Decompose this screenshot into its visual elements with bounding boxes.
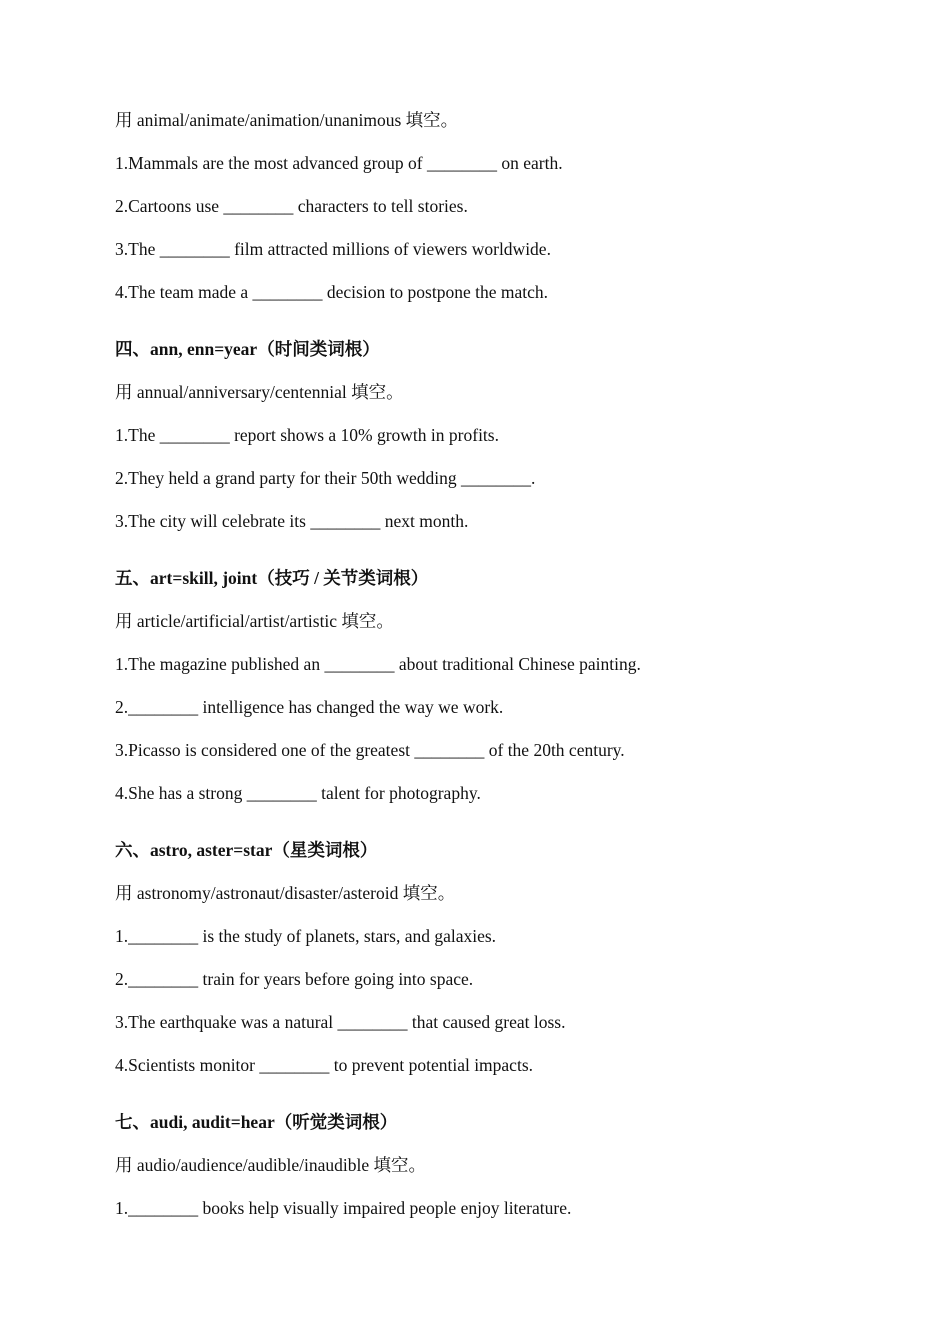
- section-heading: 四、ann, enn=year（时间类词根）: [115, 339, 380, 359]
- section-heading: 七、audi, audit=hear（听觉类词根）: [115, 1112, 398, 1132]
- exercise-item: 2.They held a grand party for their 50th wedding ________.: [115, 468, 536, 488]
- section-art: [115, 566, 835, 824]
- exercise-item: 1.The magazine published an ________ about traditional Chinese painting.: [115, 654, 641, 674]
- section-animal: [115, 108, 835, 323]
- exercise-item: 1.Mammals are the most advanced group of ________ on earth.: [115, 153, 563, 173]
- section-ann: [115, 337, 835, 552]
- exercise-item: 1.________ is the study of planets, stars, and galaxies.: [115, 926, 497, 946]
- exercise-item: 2.________ intelligence has changed the way we work.: [115, 697, 504, 717]
- section-instruction: 用 audio/audience/audible/inaudible 填空。: [115, 1155, 427, 1175]
- exercise-item: 2.________ train for years before going into space.: [115, 969, 474, 989]
- section-instruction: 用 article/artificial/artist/artistic 填空。: [115, 611, 394, 631]
- exercise-item: 3.The earthquake was a natural ________ that caused great loss.: [115, 1012, 566, 1032]
- section-instruction: 用 annual/anniversary/centennial 填空。: [115, 382, 404, 402]
- worksheet-page: [115, 108, 835, 1239]
- exercise-item: 1.________ books help visually impaired people enjoy literature.: [115, 1198, 572, 1218]
- section-audi: [115, 1110, 835, 1239]
- section-astro: [115, 838, 835, 1096]
- section-heading: 五、art=skill, joint（技巧 / 关节类词根）: [115, 568, 429, 588]
- exercise-item: 4.The team made a ________ decision to postpone the match.: [115, 282, 549, 302]
- exercise-item: 4.Scientists monitor ________ to prevent potential impacts.: [115, 1055, 534, 1075]
- section-instruction: 用 astronomy/astronaut/disaster/asteroid 填空。: [115, 883, 456, 903]
- section-instruction: 用 animal/animate/animation/unanimous 填空。: [115, 110, 459, 130]
- section-heading: 六、astro, aster=star（星类词根）: [115, 840, 378, 860]
- exercise-item: 4.She has a strong ________ talent for photography.: [115, 783, 481, 803]
- exercise-item: 2.Cartoons use ________ characters to tell stories.: [115, 196, 468, 216]
- exercise-item: 3.The ________ film attracted millions of viewers worldwide.: [115, 239, 551, 259]
- exercise-item: 1.The ________ report shows a 10% growth in profits.: [115, 425, 499, 445]
- exercise-item: 3.Picasso is considered one of the greatest ________ of the 20th century.: [115, 740, 625, 760]
- exercise-item: 3.The city will celebrate its ________ next month.: [115, 511, 469, 531]
